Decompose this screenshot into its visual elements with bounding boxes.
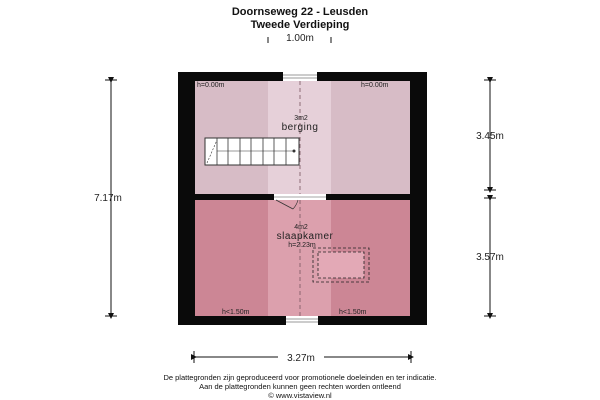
upper-depth-dimension	[476, 80, 504, 190]
upper-depth-label: 3.45m	[476, 131, 504, 142]
berging-label: berging	[281, 122, 319, 133]
total-width-label: 3.27m	[287, 353, 315, 364]
berging-height-right: h=0.00m	[361, 82, 389, 89]
lower-depth-dimension	[476, 198, 504, 316]
slaapkamer-height-left: h<1.50m	[222, 309, 250, 316]
berging-height-left: h=0.00m	[197, 82, 225, 89]
footer-disclaimer-2: Aan de plattegronden kunnen geen rechten worden ontleend	[199, 382, 401, 391]
total-depth-label: 7.17m	[94, 193, 122, 204]
berging-area: 3m2	[294, 115, 308, 122]
top-window	[283, 72, 317, 81]
total-depth-dimension	[94, 80, 122, 316]
slaapkamer-height-center: h=2.23m	[288, 242, 316, 249]
slaapkamer-area: 4m2	[294, 224, 308, 231]
window-width-label: 1.00m	[286, 33, 314, 44]
address-title: Doornseweg 22 - Leusden	[231, 6, 369, 18]
staircase	[205, 138, 299, 165]
footer-disclaimer-1: De plattegronden zijn geproduceerd voor promotionele doeleinden en ter indicatie.	[163, 373, 437, 382]
slaapkamer-height-right: h<1.50m	[339, 309, 367, 316]
floor-title: Tweede Verdieping	[250, 19, 350, 31]
slaapkamer-label: slaapkamer	[276, 231, 334, 242]
skylight	[313, 248, 369, 282]
window-width-dimension	[268, 33, 331, 44]
footer-copyright: © www.vistaview.nl	[268, 391, 332, 400]
bottom-window	[286, 316, 318, 325]
lower-depth-label: 3.57m	[476, 252, 504, 263]
total-width-dimension	[194, 350, 411, 364]
